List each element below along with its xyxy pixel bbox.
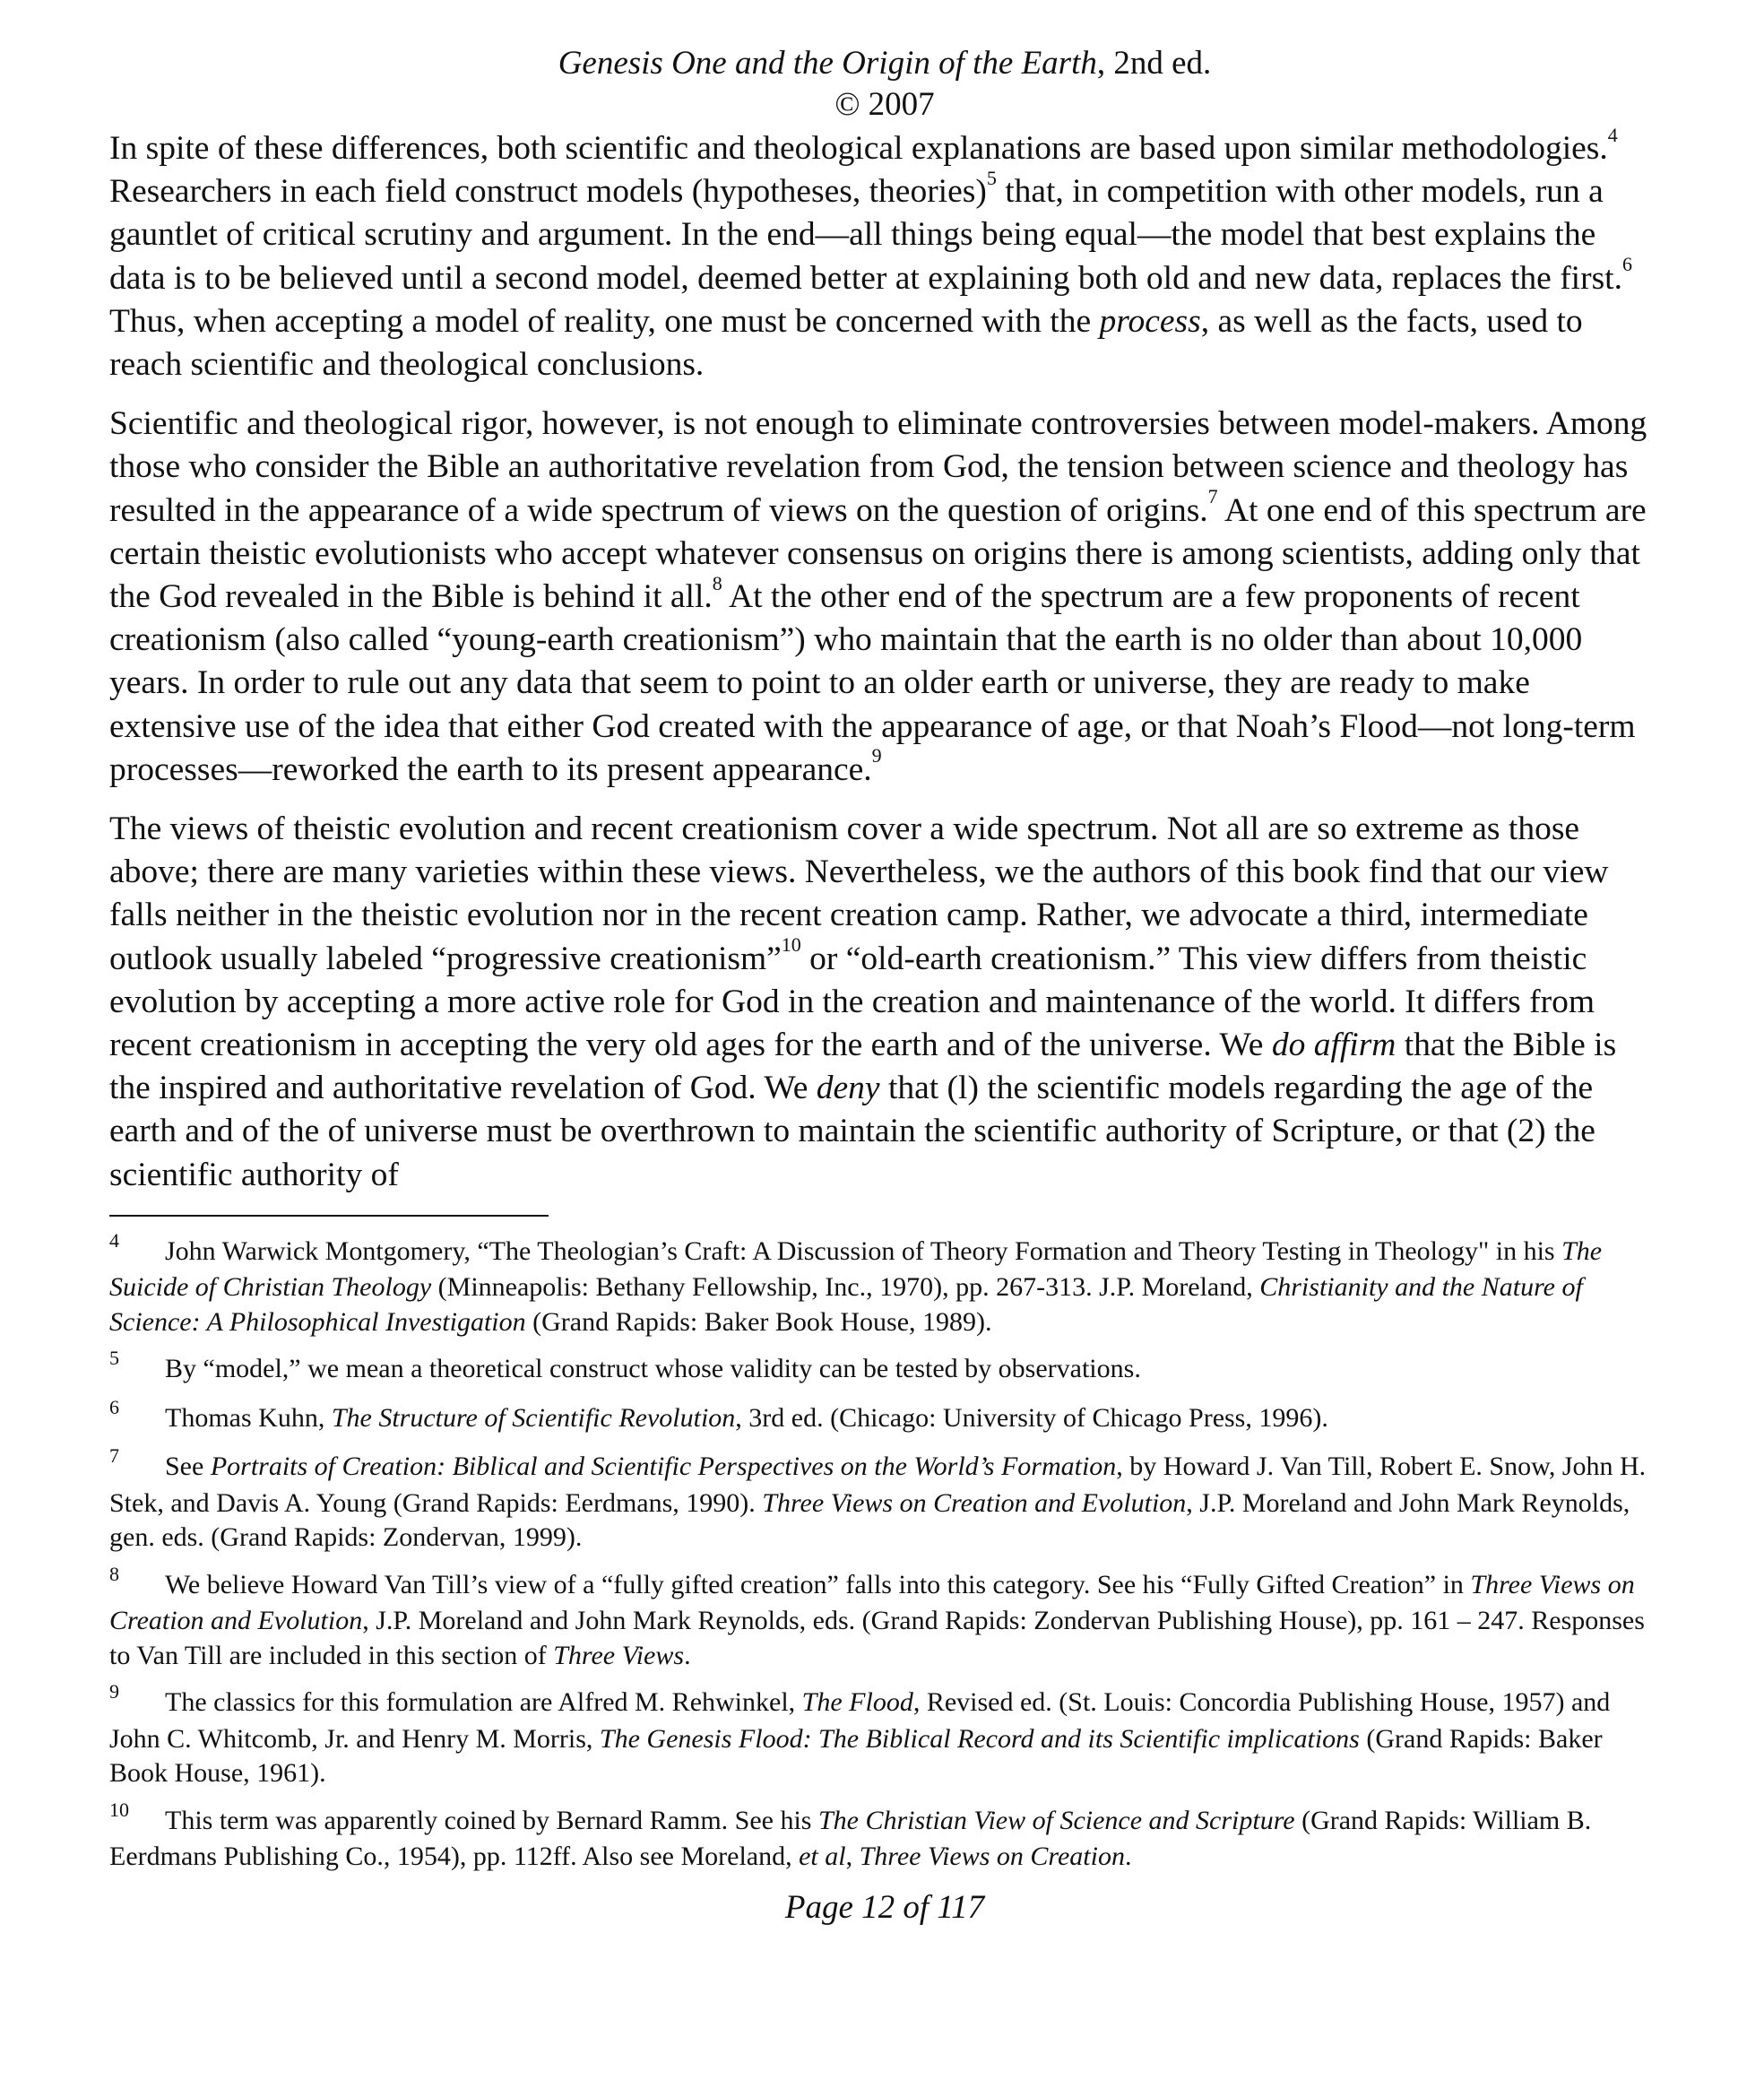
emphasis-do-affirm: do affirm [1271, 1027, 1396, 1064]
footnote-8 [109, 1562, 1660, 1674]
text-run: , J.P. Moreland and John Mark Reynolds, gen. eds. (Grand Rapids: Zondervan, 1999). [109, 1487, 1630, 1553]
text-run: , 3rd ed. (Chicago: University of Chicago Press, 1996). [735, 1402, 1328, 1433]
emphasis-deny: deny [816, 1070, 880, 1107]
text-run: The classics for this formulation are Alfred M. Rehwinkel, [165, 1687, 802, 1718]
footnote-9 [109, 1680, 1660, 1791]
text-run: (Grand Rapids: Baker Book House, 1961). [109, 1723, 1603, 1789]
text-run: or “old-earth creationism.” This view differs from theistic evolution by accepting a more active role for God in the creation and maintenance of the world. It differs from recent creationism in accepting the very old ages for the earth and of the universe. We [109, 940, 1595, 1064]
document-page [109, 43, 1660, 1928]
text-run: John Warwick Montgomery, “The Theologian’s Craft: A Discussion of Theory Formation and Theory Testing in Theology" in his [165, 1235, 1562, 1266]
footnote-number: 9 [109, 1680, 119, 1703]
citation-title: Christianity and the Nature of Science: A Philosophical Investigation [109, 1272, 1583, 1337]
copyright-line: © 2007 [834, 86, 935, 123]
paragraph-spectrum [109, 403, 1660, 792]
citation-title: Three Views on Creation and Evolution [109, 1569, 1635, 1636]
text-run: This term was apparently coined by Bernard Ramm. See his [165, 1805, 818, 1835]
text-run: In spite of these differences, both scientific and theological explanations are based upon similar methodologies. [109, 130, 1608, 167]
text-run: By “model,” we mean a theoretical construct whose validity can be tested by observations. [165, 1354, 1141, 1384]
text-run: , Revised ed. (St. Louis: Concordia Publishing House, 1957) and John C. Whitcomb, Jr. and Henry M. Morris, [109, 1687, 1611, 1754]
citation-title: Portraits of Creation: Biblical and Scientific Perspectives on the World’s Formation [210, 1452, 1117, 1482]
footnote-6 [109, 1395, 1660, 1438]
footnote-number: 8 [109, 1562, 119, 1585]
footnote-ref-6[interactable]: 6 [1621, 253, 1632, 276]
text-run: , as well as the facts, used to reach scientific and theological conclusions. [109, 302, 1583, 384]
citation-title: et al [799, 1842, 846, 1872]
footnote-ref-9[interactable]: 9 [871, 744, 882, 767]
footnotes [109, 1228, 1660, 1875]
text-run: We believe Howard Van Till’s view of a “fully gifted creation” falls into this category. See his “Fully Gifted Creation” in [165, 1569, 1471, 1599]
text-run: At the other end of the spectrum are a few proponents of recent creationism (also called “young-earth creationism”) who maintain that the earth is no older than about 10,000 years. In order to rule out any data that seem to point to an older earth or universe, they are ready to make extensive use of the idea that either God created with the appearance of age, or that Noah’s Flood—not long-term processes—reworked the earth to its present appearance. [109, 578, 1636, 788]
text-run: Scientific and theological rigor, however, is not enough to eliminate controversies between model-makers. Among those who consider the Bible an authoritative revelation from God, the tension between science and theology has resulted in the appearance of a wide spectrum of views on the question of origins. [109, 405, 1647, 529]
text-run: . [1124, 1842, 1132, 1872]
footnote-number: 6 [109, 1395, 119, 1418]
citation-title: The Suicide of Christian Theology [109, 1235, 1603, 1303]
text-run: , by Howard J. Van Till, Robert E. Snow, John H. Stek, and Davis A. Young (Grand Rapids: Eerdmans, 1990). [109, 1452, 1647, 1518]
footnote-5 [109, 1347, 1660, 1389]
footnote-number: 4 [109, 1228, 119, 1252]
citation-title: The Genesis Flood: The Biblical Record and its Scientific implications [599, 1723, 1360, 1754]
paragraph-methodologies [109, 123, 1660, 386]
footnote-ref-8[interactable]: 8 [712, 571, 722, 594]
footnote-ref-5[interactable]: 5 [986, 166, 997, 189]
footnote-number: 10 [109, 1798, 129, 1821]
footnote-10 [109, 1798, 1660, 1875]
text-run: The views of theistic evolution and recent creationism cover a wide spectrum. Not all are so extreme as those above; there are many varieties within these views. Nevertheless, we the authors of this book find that our view falls neither in the theistic evolution nor in the recent creation camp. Rather, we advocate a third, intermediate outlook usually labeled “progressive creationism” [109, 810, 1609, 977]
text-run: that (l) the scientific models regarding the age of the earth and of the of universe must be overthrown to maintain the scientific authority of Scripture, or that (2) the scientific authority of [109, 1070, 1595, 1193]
book-title-line [109, 43, 1660, 84]
page-header [109, 43, 1660, 126]
text-run: (Minneapolis: Bethany Fellowship, Inc., 1970), pp. 267-313. J.P. Moreland, [431, 1272, 1260, 1303]
footnote-number: 7 [109, 1444, 119, 1468]
citation-title: Three Views on Creation and Evolution [762, 1487, 1187, 1518]
footnote-ref-4[interactable]: 4 [1607, 123, 1618, 146]
text-run: that the Bible is the inspired and authoritative revelation of God. We [109, 1027, 1617, 1107]
text-run: that, in competition with other models, run a gauntlet of critical scrutiny and argument. In the end—all things being equal—the model that best explains the data is to be believed until a second model, deemed better at explaining both old and new data, replaces the first. [109, 173, 1622, 297]
page-number: Page 12 of 117 [784, 1888, 985, 1926]
emphasis-process: process [1099, 302, 1201, 340]
text-run: Researchers in each field construct models (hypotheses, theories) [109, 173, 987, 211]
footnote-4 [109, 1228, 1660, 1340]
footnote-7 [109, 1444, 1660, 1556]
paragraph-views [109, 808, 1660, 1197]
text-run: Thus, when accepting a model of reality, one must be concerned with the [109, 302, 1100, 340]
citation-title: The Structure of Scientific Revolution [331, 1402, 736, 1433]
text-run: . [684, 1640, 691, 1670]
footnote-separator [109, 1215, 549, 1217]
citation-title: Three Views on Creation [859, 1842, 1125, 1872]
citation-title: The Christian View of Science and Scripture [817, 1805, 1295, 1835]
citation-title: Three Views [553, 1640, 685, 1670]
citation-title: The Flood [801, 1687, 913, 1718]
text-run: (Grand Rapids: Baker Book House, 1989). [525, 1306, 992, 1337]
body-text [109, 123, 1660, 1197]
text-run: See [165, 1452, 211, 1482]
book-edition: , 2nd ed. [1096, 45, 1212, 82]
footnote-ref-7[interactable]: 7 [1207, 485, 1218, 508]
footnote-ref-10[interactable]: 10 [781, 933, 801, 957]
footnote-number: 5 [109, 1347, 119, 1370]
text-run: At one end of this spectrum are certain theistic evolutionists who accept whatever consensus on origins there is among scientists, adding only that the God revealed in the Bible is behind it all. [109, 491, 1647, 616]
book-title: Genesis One and the Origin of the Earth [558, 45, 1097, 82]
text-run: , J.P. Moreland and John Mark Reynolds, eds. (Grand Rapids: Zondervan Publishing House), pp. 161 – 247. Responses to Van Till are included in this section of [109, 1606, 1645, 1670]
text-run: , [845, 1842, 860, 1872]
text-run: (Grand Rapids: William B. Eerdmans Publishing Co., 1954), pp. 112ff. Also see Moreland, [109, 1805, 1592, 1872]
text-run: Thomas Kuhn, [165, 1402, 332, 1433]
